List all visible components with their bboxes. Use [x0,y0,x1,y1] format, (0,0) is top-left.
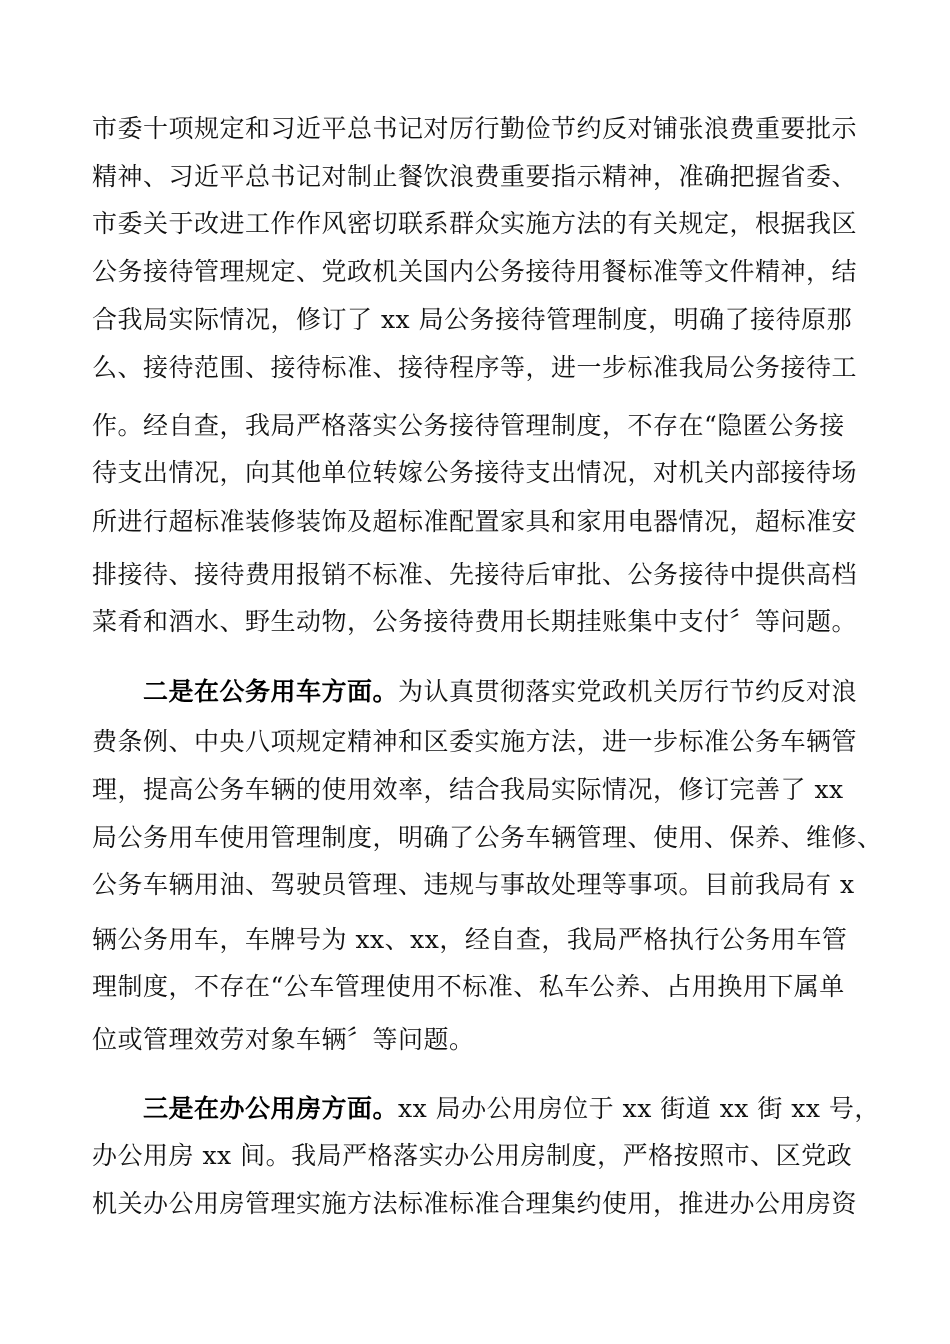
paragraph-line: 精神、习近平总书记对制止餐饮浪费重要指示精神，准确把握省委、 [92,162,858,191]
paragraph-line: 位或管理效劳对象车辆〞等问题。 [92,1025,475,1054]
paragraph-line: 合我局实际情况，修订了 xx 局公务接待管理制度，明确了接待原那 [92,305,853,334]
paragraph-first-line [143,1093,880,1125]
section-heading: 三是在办公用房方面。 [143,1094,399,1123]
paragraph-first-line [143,676,857,708]
paragraph-line: 所进行超标准装修装饰及超标准配置家具和家用电器情况，超标准安 [92,507,858,536]
paragraph-line: 公务车辆用油、驾驶员管理、违规与事故处理等事项。目前我局有 x [92,870,855,899]
paragraph-line: 费条例、中央八项规定精神和区委实施方法，进一步标准公务车辆管 [92,727,858,756]
paragraph-line: 么、接待范围、接待标准、接待程序等，进一步标准我局公务接待工 [92,353,858,382]
paragraph-line: 市委关于改进工作作风密切联系群众实施方法的有关规定，根据我区 [92,209,858,238]
paragraph-line: 办公用房 xx 间。我局严格落实办公用房制度，严格按照市、区党政 [92,1141,853,1170]
paragraph-line: 市委十项规定和习近平总书记对厉行勤俭节约反对铺张浪费重要批示 [92,114,858,143]
paragraph-line: 辆公务用车，车牌号为 xx、xx，经自查，我局严格执行公务用车管 [92,925,848,954]
paragraph-line: 理，提高公务车辆的使用效率，结合我局实际情况，修订完善了 xx [92,775,844,804]
paragraph-line: 机关办公用房管理实施方法标准标准合理集约使用，推进办公用房资 [92,1189,858,1218]
paragraph-text: xx 局办公用房位于 xx 街道 xx 街 xx 号， [398,1094,880,1123]
paragraph-line: 理制度，不存在“公车管理使用不标准、私车公养、占用换用下属单 [92,972,845,1001]
section-heading: 二是在公务用车方面。 [143,677,399,706]
paragraph-line: 局公务用车使用管理制度，明确了公务车辆管理、使用、保养、维修、 [92,823,883,852]
paragraph-line: 作。经自查，我局严格落实公务接待管理制度，不存在“隐匿公务接 [92,411,845,440]
paragraph-line: 排接待、接待费用报销不标准、先接待后审批、公务接待中提供高档 [92,560,858,589]
paragraph-line: 待支出情况，向其他单位转嫁公务接待支出情况，对机关内部接待场 [92,458,858,487]
paragraph-line: 菜肴和酒水、野生动物，公务接待费用长期挂账集中支付〞等问题。 [92,607,858,636]
paragraph-line: 公务接待管理规定、党政机关国内公务接待用餐标准等文件精神，结 [92,257,858,286]
paragraph-text: 为认真贯彻落实党政机关厉行节约反对浪 [398,677,858,706]
